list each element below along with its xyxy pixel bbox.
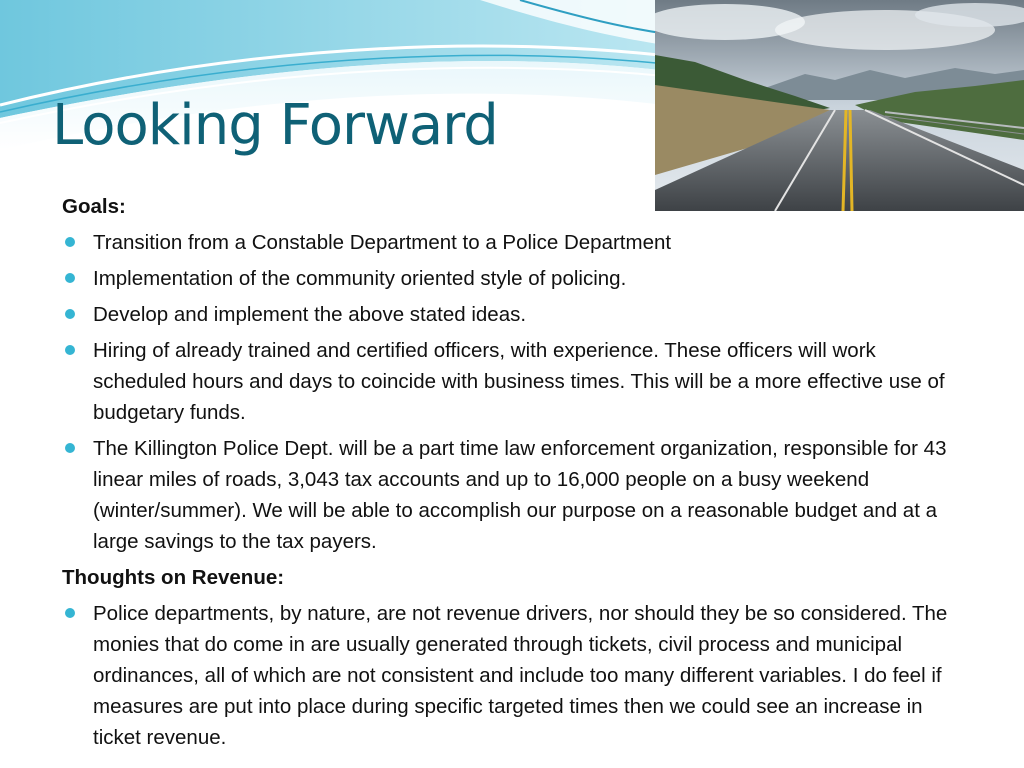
revenue-list [62, 598, 962, 753]
list-item [62, 433, 962, 557]
bullet-text: Implementation of the community oriented style of policing. [93, 267, 627, 290]
bullet-dot-icon [65, 273, 75, 283]
slide-title: Looking Forward [52, 93, 498, 158]
bullet-text: Police departments, by nature, are not revenue drivers, nor should they be so considered. The monies that do come in are usually generated through tickets, civil process and municipal ordinances, all of which are not consistent and include too many different variables. I do feel if measures are put into place during specific targeted times then we could see an increase in ticket revenue. [93, 602, 948, 749]
bullet-text: Develop and implement the above stated ideas. [93, 303, 527, 326]
bullet-text: Hiring of already trained and certified officers, with experience. These officers will work scheduled hours and days to coincide with business times. This will be a more effective use of budgetary funds. [93, 339, 945, 424]
list-item [62, 227, 962, 258]
list-item [62, 598, 962, 753]
list-item [62, 335, 962, 428]
bullet-text: Transition from a Constable Department to a Police Department [93, 231, 672, 254]
bullet-dot-icon [65, 345, 75, 355]
bullet-dot-icon [65, 237, 75, 247]
list-item [62, 299, 962, 330]
bullet-dot-icon [65, 443, 75, 453]
bullet-text: The Killington Police Dept. will be a part time law enforcement organization, responsible for 43 linear miles of roads, 3,043 tax accounts and up to 16,000 people on a busy weekend (winter/summer). We will be able to accomplish our purpose on a reasonable budget and at a large savings to the tax payers. [93, 437, 947, 553]
goals-list [62, 227, 962, 557]
road-photo [655, 0, 1024, 211]
section-heading-goals: Goals: [62, 195, 126, 218]
bullet-dot-icon [65, 608, 75, 618]
section-heading-revenue: Thoughts on Revenue: [62, 566, 285, 589]
slide-body [62, 191, 962, 758]
bullet-dot-icon [65, 309, 75, 319]
list-item [62, 263, 962, 294]
